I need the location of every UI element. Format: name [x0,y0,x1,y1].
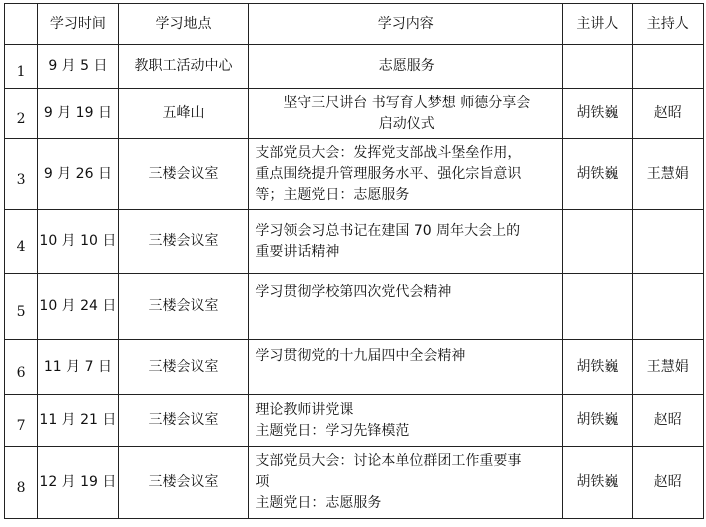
table-row [5,395,704,447]
content-line: 主题党日：志愿服务 [255,495,382,511]
host [632,45,703,89]
content-line: 支部党员大会：讨论本单位群团工作重要事 [255,453,522,469]
study-date: 11 月 7 日 [38,340,118,395]
host: 赵昭 [632,447,703,519]
study-place: 三楼会议室 [118,395,249,447]
table-row [5,340,704,395]
header-speaker: 主讲人 [563,4,632,45]
speaker: 胡铁巍 [563,395,632,447]
study-schedule-table [4,3,704,519]
row-number: 5 [5,274,38,340]
study-content [249,139,563,210]
table-row [5,89,704,139]
study-date: 10 月 24 日 [38,274,118,340]
study-place: 五峰山 [118,89,249,139]
host [632,210,703,274]
row-number: 6 [5,340,38,395]
speaker [563,210,632,274]
content-line: 主题党日：学习先锋模范 [255,422,410,439]
content-line: 学习贯彻党的十九届四中全会精神 [255,348,466,364]
header-content: 学习内容 [249,4,563,45]
host: 王慧娟 [632,139,703,210]
host: 王慧娟 [632,340,703,395]
row-number: 1 [5,45,38,89]
content-line: 支部党员大会：发挥党支部战斗堡垒作用， [255,144,522,161]
content-line: 学习领会习总书记在建国 70 周年大会上的 [255,222,521,239]
table-row [5,447,704,519]
content-line: 理论教师讲党课 [255,401,354,418]
study-date: 11 月 21 日 [38,395,118,447]
table-row [5,274,704,340]
content-line: 重要讲话精神 [255,243,340,260]
content-line: 重点围绕提升管理服务水平、强化宗旨意识 [255,165,522,182]
study-content [249,274,563,340]
header-time: 学习时间 [38,4,118,45]
header-row [5,4,704,45]
row-number: 4 [5,210,38,274]
row-number: 7 [5,395,38,447]
host: 赵昭 [632,395,703,447]
study-place: 三楼会议室 [118,210,249,274]
speaker: 胡铁巍 [563,139,632,210]
study-place: 三楼会议室 [118,139,249,210]
row-number: 2 [5,89,38,139]
table-row [5,139,704,210]
study-date: 10 月 10 日 [38,210,118,274]
study-date: 9 月 19 日 [38,89,118,139]
study-content [249,340,563,395]
table-row [5,210,704,274]
row-number: 8 [5,447,38,519]
header-place: 学习地点 [118,4,249,45]
study-content [249,210,563,274]
study-place: 三楼会议室 [118,447,249,519]
study-content [249,89,563,139]
header-host: 主持人 [632,4,703,45]
speaker: 胡铁巍 [563,340,632,395]
host [632,274,703,340]
content-line: 启动仪式 [378,115,435,132]
study-content [249,447,563,519]
speaker: 胡铁巍 [563,89,632,139]
speaker [563,274,632,340]
speaker [563,45,632,89]
study-place: 教职工活动中心 [118,45,249,89]
host: 赵昭 [632,89,703,139]
content-line: 项 [255,474,270,490]
study-date: 9 月 26 日 [38,139,118,210]
study-date: 12 月 19 日 [38,447,118,519]
content-line: 志愿服务 [378,58,435,74]
row-number: 3 [5,139,38,210]
table-row [5,45,704,89]
study-date: 9 月 5 日 [38,45,118,89]
study-place: 三楼会议室 [118,274,249,340]
header-number [5,4,38,45]
study-content [249,395,563,447]
content-line: 等；主题党日：志愿服务 [255,186,410,203]
study-place: 三楼会议室 [118,340,249,395]
speaker: 胡铁巍 [563,447,632,519]
content-line: 坚守三尺讲台 书写育人梦想 师德分享会 [283,94,531,111]
content-line: 学习贯彻学校第四次党代会精神 [255,284,452,300]
study-content [249,45,563,89]
